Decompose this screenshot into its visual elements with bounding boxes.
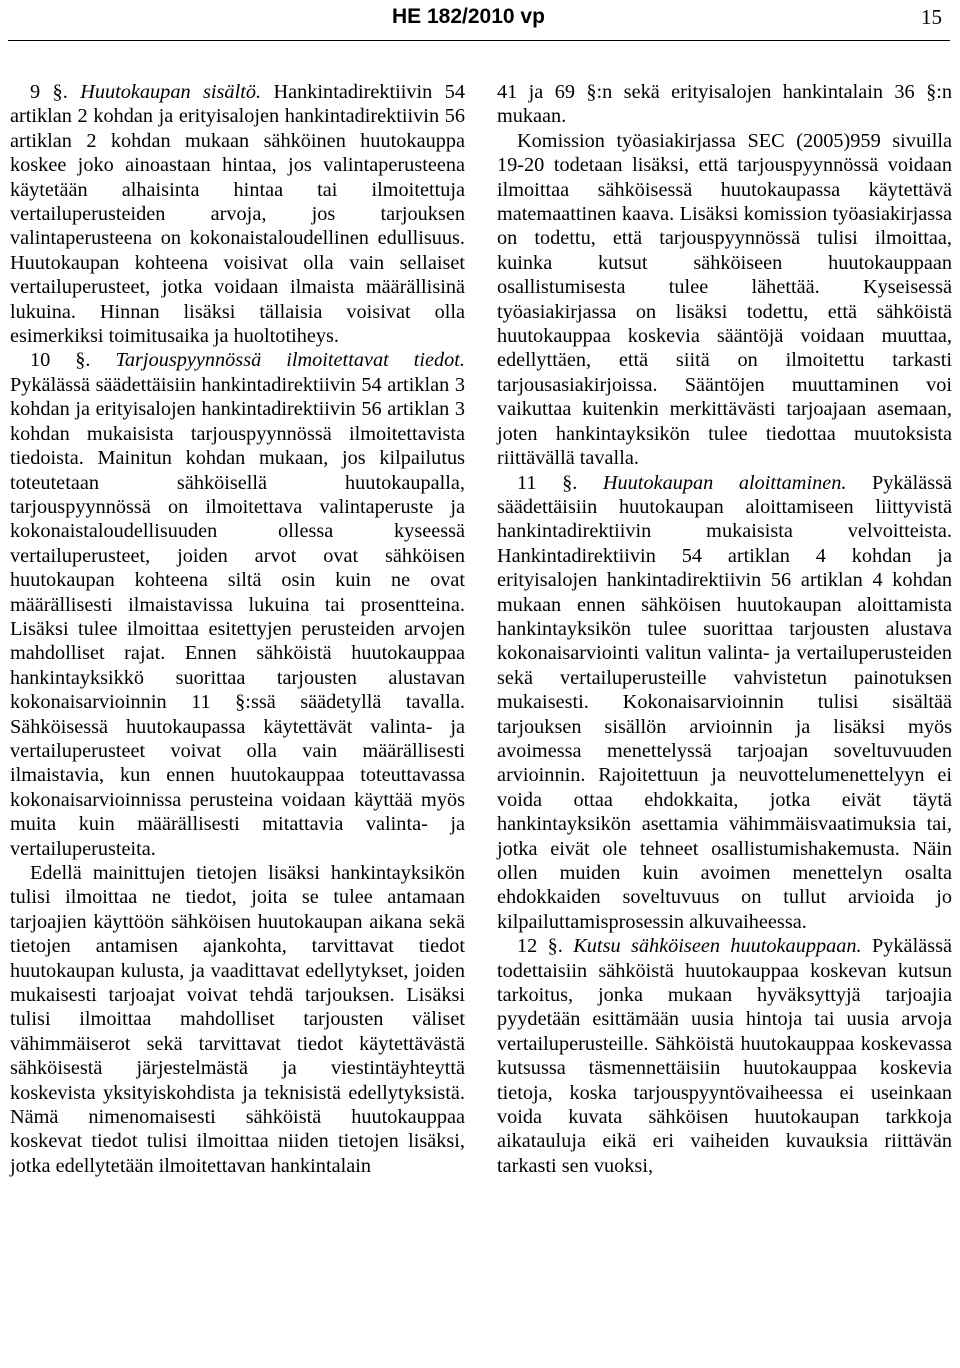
left-column xyxy=(10,80,465,1178)
commission-paragraph: Komission työasiakirjassa SEC (2005)959 sivuilla 19-20 todetaan lisäksi, että tarjouspyynnössä voidaan ilmoittaa sähköisessä huutokaupassa käytettävä matemaattinen kaava. Lisäksi komission työasiakirjassa on todettu, että tarjouspyynnössä tulisi ilmoittaa, kuinka kutsut sähköiseen huutokauppaan osallistumisesta tulee lähettää. Kyseisessä työasiakirjassa on lisäksi todettu, että sähköistä huutokauppaa koskevia sääntöjä voidaan muuttaa, edellyttäen, että siitä on ilmoitettu tarkasti tarjousasiakirjoissa. Sääntöjen muuttaminen voi vaikuttaa kuitenkin merkittävästi tarjoajaan asemaan, joten hankintayksikön tulee tiedottaa muutoksista riittävällä tavalla. xyxy=(497,129,952,470)
section-11 xyxy=(497,471,952,935)
section-11-title: Huutokaupan aloittaminen. xyxy=(602,471,847,494)
section-10-paragraph-2: Edellä mainittujen tietojen lisäksi hankintayksikön tulisi ilmoittaa ne tiedot, joita se tulee antamaan tarjoajien käyttöön sähköisen huutokaupan aikana sekä tietojen antamisen ajankohta, tarvittavat tiedot huutokaupan kulusta, ja vaadittavat edellytykset, joiden mukaisesti tarjoajat voivat tehdä tarjouksen. Lisäksi tulisi ilmoittaa mahdolliset tarjousten väliset vähimmäiserot sekä tarvittavat tiedot käytettävästä sähköisestä järjestelmästä ja viestintäyhteyttä koskevista yksityiskohdista ja teknisistä edellytyksistä. Nämä nimenomaisesti sähköistä huutokauppaa koskevat tiedot tulisi ilmoittaa niiden tietojen lisäksi, jotka edellytetään ilmoitettavan hankintalain xyxy=(10,862,465,1177)
section-10 xyxy=(10,348,465,861)
section-12-body: Pykälässä todettaisiin sähköistä huutokauppaa koskevan kutsun tarkoitus, jonka mukaan hyväksyttyjä tarjoajia pyydetään esittämään uusia hintoja tai uusia arvoja vertailuperusteille. Sähköistä huutokauppaa koskevassa kutsussa täsmennettäisiin huutokauppaa koskevia tietoja, koska tarjouspyyntövaiheessa ei useinkaan voida kuvata sähköisen huutokaupan tarkkoja aikatauluja eikä eri vaiheiden kuvauksia riittävän tarkasti sen vuoksi, xyxy=(497,935,952,1177)
page-header xyxy=(0,0,960,40)
page-number: 15 xyxy=(921,5,942,29)
section-10-title: Tarjouspyynnössä ilmoitettavat tiedot. xyxy=(115,349,465,372)
section-9 xyxy=(10,80,465,348)
right-column xyxy=(497,80,952,1178)
section-9-title: Huutokaupan sisältö. xyxy=(80,81,262,103)
section-12 xyxy=(497,934,952,1178)
section-12-title: Kutsu sähköiseen huutokauppaan. xyxy=(573,935,862,958)
document-id: HE 182/2010 vp xyxy=(392,5,545,28)
section-10-body: Pykälässä säädettäisiin hankintadirektiivin 54 artiklan 3 kohdan ja erityisalojen hankintadirektiivin 56 artiklan 3 kohdan mukaisista tarjouspyynnössä ilmoitettavista tiedoista. Mainitun kohdan mukaan, jos kilpailutus toteutetaan sähköisellä huutokaupalla, tarjouspyynnössä on ilmoitettava valintaperuste ja kokonaistaloudellisuuden ollessa kyseessä vertailuperusteet, joiden arvot ovat sähköisen huutokaupan kohteena siltä osin kuin ne ovat määrällisesti ilmaistavissa lukuina tai prosentteina. Lisäksi tulee ilmoittaa esitettyjen perusteiden arvojen mahdolliset rajat. Ennen sähköistä huutokauppaa hankintayksikkö suorittaa tarjousten alustavan kokonaisarvioinnin 11 §:ssä säädetyllä tavalla. Sähköisessä huutokaupassa käytettävät valinta- ja vertailuperusteet voivat olla vain määrällisesti ilmaistavia, kun ennen huutokauppaa toteuttavassa kokonaisarvioinnissa perusteina voidaan käyttää myös muita kuin määrällisesti mitattavia valinta- ja vertailuperusteita. xyxy=(10,373,465,860)
section-11-body: Pykälässä säädettäisiin huutokaupan aloittamiseen liittyvistä hankintadirektiivin mukaisista velvoitteista. Hankintadirektiivin 54 artiklan 4 kohdan ja erityisalojen hankintadirektiivin 56 artiklan 4 kohdan mukaan ennen sähköisen huutokaupan aloittamista hankintayksikön tulee suorittaa tarjousten alustava kokonaisarviointi valitun valinta- ja vertailuperusteiden sekä vertailuperusteille vahvistetun painotuksen mukaisesti. Kokonaisarvioinnin tulisi sisältää tarjouksen sisällön arvioinnin ja lisäksi myös avoimessa menettelyssä tarjoajan soveltuvuuden arvioinnin. Rajoitettuun ja neuvottelumenettelyyn ei voida ottaa ehdokkaita, jotka eivät täytä hankintayksikön asettamia vähimmäisvaatimuksia tai, jotka eivät ole tehneet osallistumishakemusta. Näin ollen muiden kuin avoimen menettelyn osalta ehdokkaiden soveltuvuus on tullut arvioida jo kilpailuttamisprosessin alkuvaiheessa. xyxy=(497,471,952,933)
section-10-number: 10 §. xyxy=(30,349,91,372)
section-12-number: 12 §. xyxy=(517,935,563,958)
section-9-body: Hankintadirektiivin 54 artiklan 2 kohdan ja erityisalojen hankintadirektiivin 56 artiklan 2 kohdan mukaan sähköinen huutokauppa koskee joko ainoastaan hintaa, jos valintaperusteena käytetään alhaisinta hintaa tai ilmoitettuja vertailuperusteiden arvoja, jos tarjouksen valintaperusteena on kokonaistaloudellinen edullisuus. Huutokaupan kohteena voisivat olla vain sellaiset vertailuperusteet, jotka voidaan ilmaista määrällisinä lukuina. Hinnan lisäksi tällaisia voisivat olla esimerkiksi toimitusaika ja huoltotiheys. xyxy=(10,81,466,348)
continued-text: 41 ja 69 §:n sekä erityisalojen hankintalain 36 §:n mukaan. xyxy=(497,81,952,128)
header-rule xyxy=(8,40,950,41)
section-11-number: 11 §. xyxy=(517,471,578,494)
section-9-number: 9 §. xyxy=(30,81,68,103)
